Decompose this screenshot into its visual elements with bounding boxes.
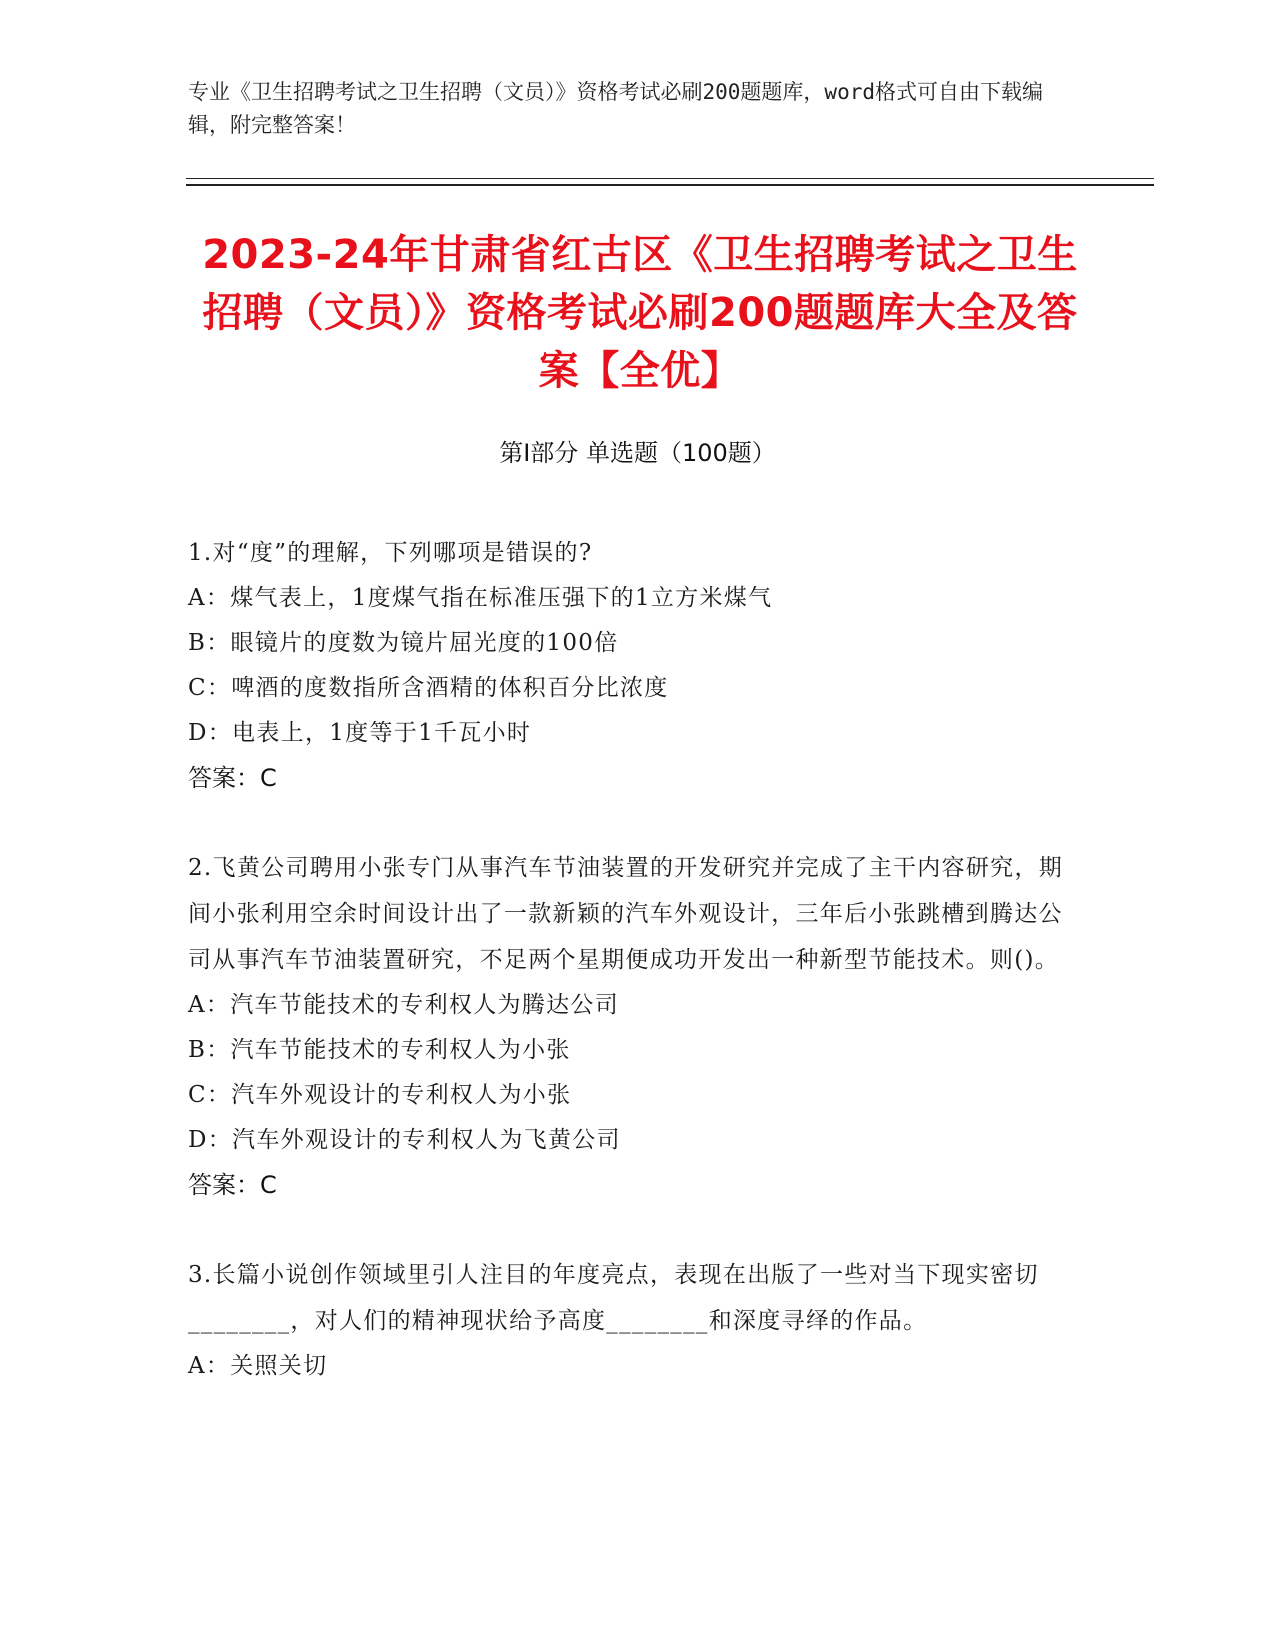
document-title: 2023-24年甘肃省红古区《卫生招聘考试之卫生招聘（文员）》资格考试必刷200题题库大全及答案【全优】 — [202, 232, 1078, 394]
divider-thick — [186, 184, 1154, 186]
question-2 — [188, 845, 1068, 1208]
divider-thin — [186, 178, 1154, 179]
option-a: A：煤气表上，1度煤气指在标准压强下的1立方米煤气 — [188, 585, 773, 611]
answer: 答案：C — [188, 764, 277, 792]
option-d: D：汽车外观设计的专利权人为飞黄公司 — [188, 1127, 621, 1153]
question-text: 2.飞黄公司聘用小张专门从事汽车节油装置的开发研究并完成了主干内容研究，期间小张利用空余时间设计出了一款新颖的汽车外观设计，三年后小张跳槽到腾达公司从事汽车节油装置研究，不足两个星期便成功开发出一种新型节能技术。则()。 — [188, 855, 1064, 973]
question-1 — [188, 530, 1068, 801]
option-c: C：汽车外观设计的专利权人为小张 — [188, 1082, 572, 1108]
question-text: 3.长篇小说创作领域里引人注目的年度亮点，表现在出版了一些对当下现实密切________，对人们的精神现状给予高度________和深度寻绎的作品。 — [188, 1262, 1039, 1334]
option-a: A：关照关切 — [188, 1353, 328, 1379]
option-d: D：电表上，1度等于1千瓦小时 — [188, 720, 532, 746]
question-text: 1.对“度”的理解，下列哪项是错误的? — [188, 540, 593, 566]
section-title: 第Ⅰ部分 单选题（100题） — [499, 439, 776, 467]
option-a: A：汽车节能技术的专利权人为腾达公司 — [188, 992, 620, 1018]
option-c: C：啤酒的度数指所含酒精的体积百分比浓度 — [188, 675, 669, 701]
answer: 答案：C — [188, 1171, 277, 1199]
header-note: 专业《卫生招聘考试之卫生招聘（文员）》资格考试必刷200题题库，word格式可自由下载编辑，附完整答案！ — [188, 80, 1043, 137]
question-3 — [188, 1252, 1068, 1389]
question-list — [188, 530, 1068, 1433]
option-b: B：汽车节能技术的专利权人为小张 — [188, 1037, 571, 1063]
option-b: B：眼镜片的度数为镜片屈光度的100倍 — [188, 630, 619, 656]
